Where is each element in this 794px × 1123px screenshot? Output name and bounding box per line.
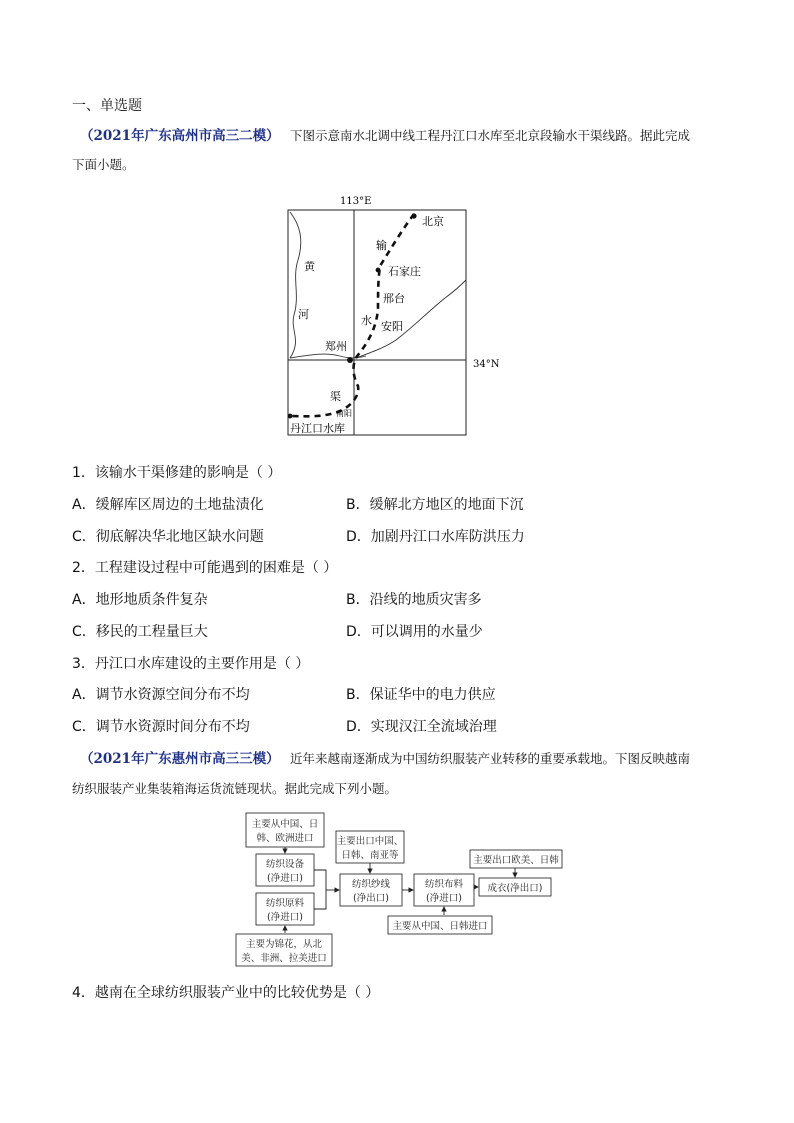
option-label: B． [346,687,370,703]
question-4 [72,982,379,1002]
option-1b[interactable] [346,494,524,514]
source-label: （2021年广东高州市高三二模） [80,128,280,144]
question-text: 越南在全球纺织服装产业中的比较优势是（ ） [94,985,380,1001]
question-number: 4． [72,985,95,1001]
supply-chain-diagram [230,810,570,970]
river-char-1: 黄 [304,260,315,273]
option-label: D． [346,719,371,735]
city-danjiangkou: 丹江口水库 [290,422,345,435]
zhengzhou-dot [347,357,353,363]
context-1 [80,124,690,144]
option-label: A． [72,497,96,513]
question-3 [72,653,309,673]
shijiazhuang-dot [376,268,381,273]
option-label: B． [346,592,370,608]
yarn-export-line2: 日韩、南亚等 [341,850,399,861]
fabric-source-text: 主要从中国、日韩进口 [392,921,488,932]
option-label: D． [346,624,371,640]
question-number: 1． [72,465,95,481]
option-label: C． [72,529,96,545]
equip-source-line1: 主要从中国、日 [251,819,319,830]
option-3c[interactable] [72,716,250,736]
stem-text-cont: 纺织服装产业集装箱海运货流链现状。据此完成下列小题。 [72,781,398,796]
yarn-export-line1: 主要出口中国、 [336,836,404,847]
option-label: A． [72,592,96,608]
option-text: 实现汉江全流域治理 [370,719,497,735]
fabric-line2: (净进口) [426,893,462,904]
option-text: 地形地质条件复杂 [95,592,208,608]
option-text: 保证华中的电力供应 [369,687,496,703]
river-char-2: 河 [298,308,309,321]
option-text: 加剧丹江口水库防洪压力 [370,529,525,545]
lat-label: 34°N [473,359,500,370]
option-text: 可以调用的水量少 [370,624,483,640]
beijing-dot [411,213,416,218]
bracket-inputs [314,870,326,909]
option-1c[interactable] [72,526,264,546]
garment-text: 成衣(净出口) [487,883,543,894]
option-text: 缓解北方地区的地面下沉 [369,497,524,513]
yarn-line2: (净出口) [353,893,389,904]
question-number: 3． [72,656,95,672]
option-text: 彻底解决华北地区缺水问题 [95,529,264,545]
option-2d[interactable] [346,621,483,641]
cotton-line2: 美、非洲、拉美进口 [241,953,327,964]
cotton-line1: 主要为锦花，从北 [245,939,323,950]
option-label: C． [72,719,96,735]
raw-line1: 纺织原料 [265,898,305,909]
context-2 [80,747,690,767]
canal-char-2: 水 [361,314,372,327]
option-3d[interactable] [346,716,497,736]
section-title: 一、单选题 [72,98,142,114]
option-label: D． [346,529,371,545]
question-text: 工程建设过程中可能遇到的困难是（ ） [94,560,338,576]
option-text: 调节水资源时间分布不均 [95,719,250,735]
lon-label: 113°E [340,196,372,207]
city-beijing: 北京 [422,215,444,228]
source-label: （2021年广东惠州市高三三模） [80,751,280,767]
equip-source-line2: 韩、欧洲进口 [256,833,314,844]
question-text: 该输水干渠修建的影响是（ ） [94,465,282,481]
city-xingtai: 邢台 [383,292,405,305]
option-3a[interactable] [72,684,250,704]
danjiangkou-dot [288,414,293,419]
canal-map [280,190,500,440]
option-2a[interactable] [72,589,208,609]
option-text: 移民的工程量巨大 [95,624,208,640]
fabric-line1: 纺织布料 [424,879,464,890]
city-shijiazhuang: 石家庄 [388,265,421,278]
garment-export-text: 主要出口欧美、日韩 [473,855,559,866]
canal-char-1: 输 [376,239,387,252]
option-label: A． [72,687,96,703]
option-text: 沿线的地质灾害多 [369,592,482,608]
city-zhengzhou: 郑州 [325,340,347,353]
option-text: 缓解库区周边的土地盐渍化 [95,497,264,513]
option-label: C． [72,624,96,640]
question-text: 丹江口水库建设的主要作用是（ ） [94,656,310,672]
option-2b[interactable] [346,589,482,609]
equipment-line2: (净进口) [267,873,303,884]
canal-char-3: 渠 [330,390,341,403]
option-3b[interactable] [346,684,496,704]
yarn-line1: 纺织纱线 [351,879,391,890]
option-label: B． [346,497,370,513]
option-2c[interactable] [72,621,208,641]
stem-text: 下图示意南水北调中线工程丹江口水库至北京段输水干渠线路。据此完成 [290,128,691,143]
city-nanyang: 南阳 [336,409,352,418]
option-1a[interactable] [72,494,264,514]
question-2 [72,557,337,577]
question-number: 2． [72,560,95,576]
stem-text: 近年来越南逐渐成为中国纺织服装产业转移的重要承载地。下图反映越南 [290,751,691,766]
option-1d[interactable] [346,526,525,546]
question-1 [72,462,281,482]
stem-text-cont: 下面小题。 [72,157,135,172]
raw-line2: (净进口) [267,912,303,923]
city-anyang: 安阳 [381,320,403,333]
option-text: 调节水资源空间分布不均 [95,687,250,703]
equipment-line1: 纺织设备 [265,859,305,870]
